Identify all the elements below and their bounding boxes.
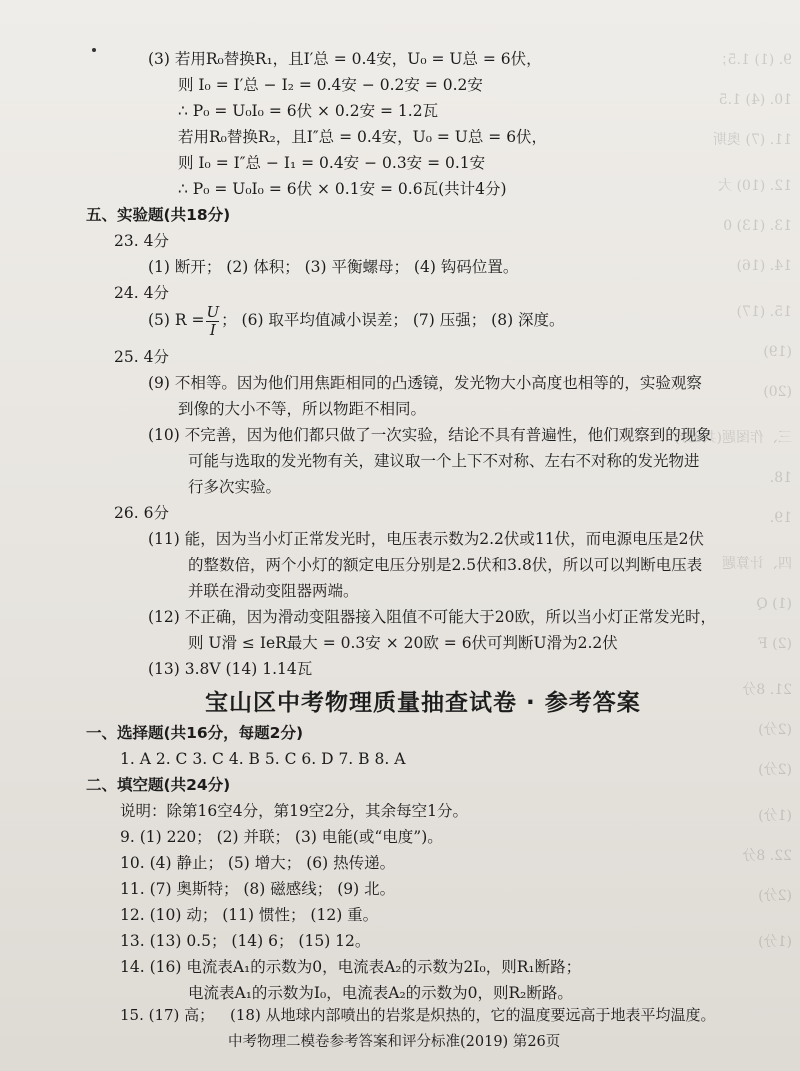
bleed-line: 15. (17) (736, 304, 792, 320)
bleed-line: (19) (763, 344, 792, 360)
section-heading-multiple-choice: 一、选择题(共16分，每题2分) (86, 724, 304, 742)
p3-line-4: 若用R₀替换R₂，且I″总 = 0.4安，U₀ = U总 = 6伏， (178, 128, 548, 146)
bleed-line: 21. 8分 (742, 682, 792, 698)
q26-line-6: (13) 3.8V (14) 1.14瓦 (148, 660, 313, 678)
p3-line-6: ∴ P₀ = U₀I₀ = 6伏 × 0.1安 = 0.6瓦(共计4分) (178, 180, 507, 198)
bleed-line: (2分) (758, 722, 792, 738)
q26-line-5: 则 U滑 ≤ IeR最大 = 0.3安 × 20欧 = 6伏可判断U滑为2.2伏 (188, 634, 618, 652)
bleed-line: (1) Q (756, 596, 792, 612)
q23-score: 23. 4分 (114, 232, 169, 250)
q26-line-1: (11) 能，因为当小灯正常发光时，电压表示数为2.2伏或11伏，而电源电压是2伏 (148, 530, 704, 548)
q25-line-1: (9) 不相等。因为他们用焦距相同的凸透镜，发光物大小高度也相等的，实验观察 (148, 374, 702, 392)
bleed-line: 18. (769, 470, 792, 486)
page-title: 宝山区中考物理质量抽查试卷 · 参考答案 (205, 690, 641, 716)
p3-line-3: ∴ P₀ = U₀I₀ = 6伏 × 0.2安 = 1.2瓦 (178, 102, 439, 120)
fill-answer-14a: 14. (16) 电流表A₁的示数为0，电流表A₂的示数为2I₀，则R₁断路； (120, 958, 582, 976)
q24-rest: ； (6) 取平均值减小误差； (7) 压强； (8) 深度。 (221, 311, 565, 329)
q24-answer (148, 300, 565, 340)
fraction-denominator: I (209, 320, 216, 339)
bleed-line: 11. (7) 奥斯 (713, 132, 792, 148)
bleed-line: 10. (4) 1.5 (718, 92, 792, 108)
q24-prefix: (5) R = (148, 311, 205, 329)
bleed-line: (1分) (758, 934, 792, 950)
section-heading-experiment: 五、实验题(共18分) (86, 206, 231, 224)
bleed-line: 14. (16) (736, 258, 792, 274)
q26-score: 26. 6分 (114, 504, 169, 522)
fill-answer-18: (18) 从地球内部喷出的岩浆是炽热的，它的温度要远高于地表平均温度。 (230, 1006, 716, 1024)
q25-line-3: (10) 不完善，因为他们都只做了一次实验，结论不具有普遍性，他们观察到的现象 (148, 426, 712, 444)
ohm-law-fraction (206, 304, 219, 339)
bleed-line: 三、作图题(共8分) (674, 430, 792, 446)
q25-line-2: 到像的大小不等，所以物距不相同。 (178, 400, 427, 418)
bleed-line: 22. 8分 (742, 848, 792, 864)
q24-score: 24. 4分 (114, 284, 169, 302)
section-heading-fill-in: 二、填空题(共24分) (86, 776, 231, 794)
mc-answers: 1. A 2. C 3. C 4. B 5. C 6. D 7. B 8. A (120, 750, 406, 768)
margin-dot (92, 48, 96, 52)
bleed-line: 9. (1) 1.5； (713, 52, 792, 68)
bleed-line: (2) F (758, 636, 792, 652)
fraction-numerator: U (206, 302, 220, 321)
fill-note: 说明：除第16空4分，第19空2分，其余每空1分。 (120, 802, 469, 820)
fill-answer-9: 9. (1) 220； (2) 并联； (3) 电能(或“电度”)。 (120, 828, 443, 846)
bleed-line: (2分) (758, 762, 792, 778)
fill-answer-13: 13. (13) 0.5； (14) 6； (15) 12。 (120, 932, 371, 950)
fill-answer-14b: 电流表A₁的示数为I₀，电流表A₂的示数为0，则R₂断路。 (188, 984, 573, 1002)
bleed-line: (2分) (758, 888, 792, 904)
fill-answer-15: 15. (17) 高； (120, 1006, 215, 1024)
fill-answer-12: 12. (10) 动； (11) 惯性； (12) 重。 (120, 906, 379, 924)
bleed-line: (1分) (758, 808, 792, 824)
p3-line-5: 则 I₀ = I″总 − I₁ = 0.4安 − 0.3安 = 0.1安 (178, 154, 486, 172)
bleed-line: 四、计算题 (722, 556, 792, 572)
bleed-line: 13. (13) 0 (723, 218, 792, 234)
q26-line-4: (12) 不正确，因为滑动变阻器接入阻值不可能大于20欧，所以当小灯正常发光时， (148, 608, 716, 626)
q26-line-3: 并联在滑动变阻器两端。 (188, 582, 359, 600)
q23-answer: (1) 断开； (2) 体积； (3) 平衡螺母； (4) 钩码位置。 (148, 258, 519, 276)
q25-line-4: 可能与选取的发光物有关，建议取一个上下不对称、左右不对称的发光物进 (188, 452, 700, 470)
p3-line-1: (3) 若用R₀替换R₁，且I′总 = 0.4安，U₀ = U总 = 6伏， (148, 50, 542, 68)
q25-line-5: 行多次实验。 (188, 478, 282, 496)
q25-score: 25. 4分 (114, 348, 169, 366)
bleed-line: 12. (10) 大 (718, 178, 792, 194)
bleed-line: 19. (769, 510, 792, 526)
page-footer: 中考物理二模卷参考答案和评分标准(2019) 第26页 (228, 1034, 561, 1050)
bleed-line: (20) (763, 384, 792, 400)
fill-answer-10: 10. (4) 静止； (5) 增大； (6) 热传递。 (120, 854, 396, 872)
p3-line-2: 则 I₀ = I′总 − I₂ = 0.4安 − 0.2安 = 0.2安 (178, 76, 483, 94)
q26-line-2: 的整数倍，两个小灯的额定电压分别是2.5伏和3.8伏，所以可以判断电压表 (188, 556, 703, 574)
fill-answer-11: 11. (7) 奥斯特； (8) 磁感线； (9) 北。 (120, 880, 396, 898)
